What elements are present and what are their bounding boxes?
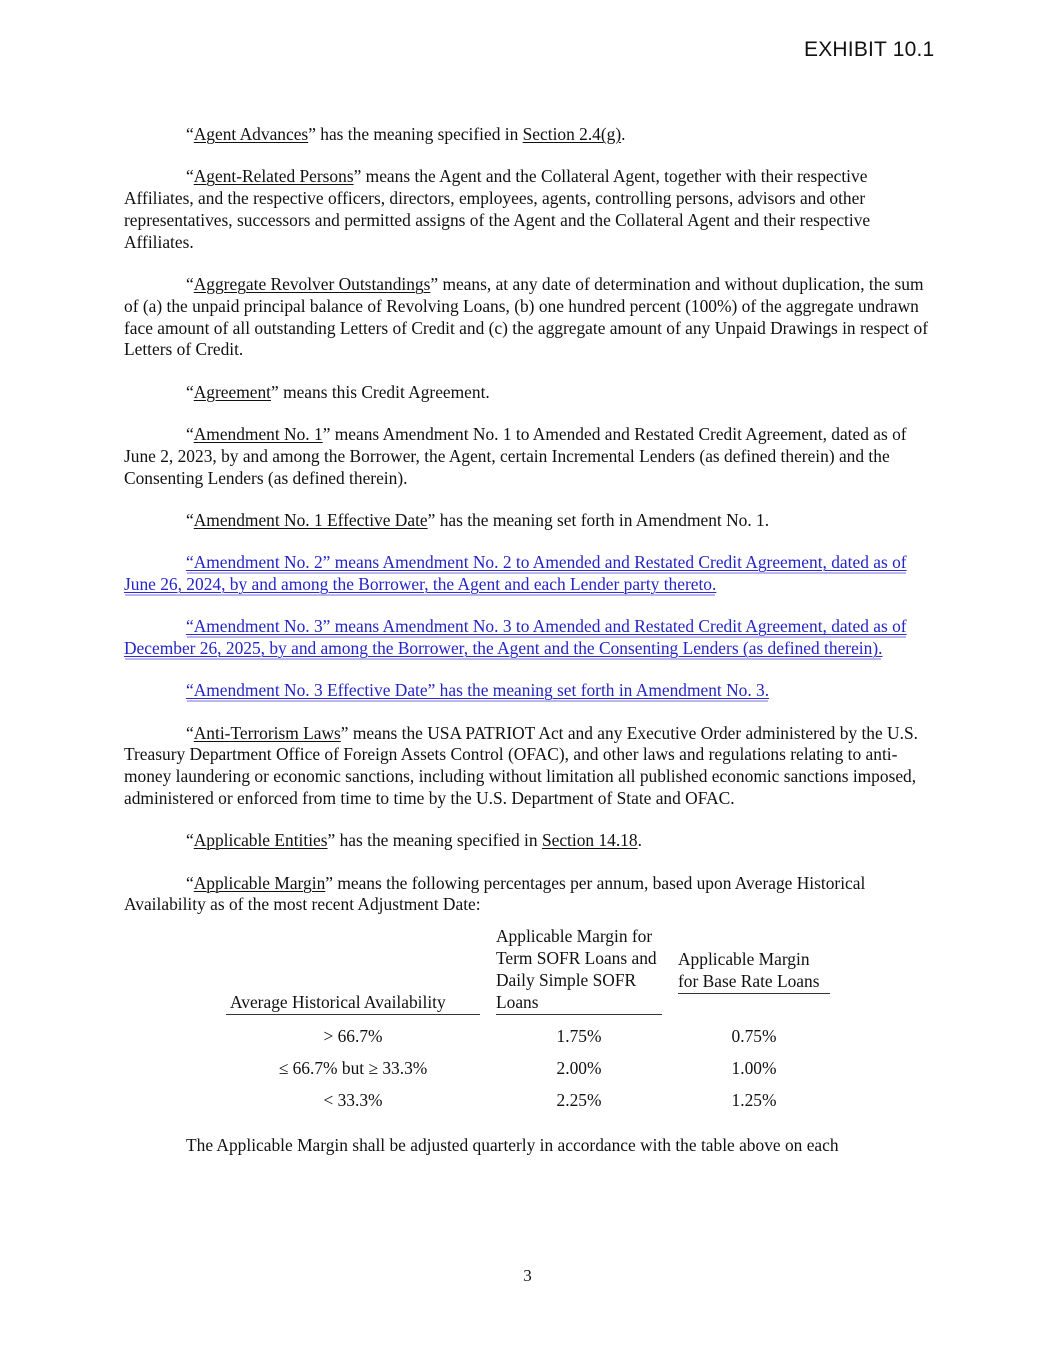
header-text: Applicable Margin for Base Rate Loans [678,949,830,995]
definition-anti-terrorism-laws [124,723,932,810]
defined-term: Agreement [193,381,271,402]
cell-availability: ≤ 66.7% but ≥ 33.3% [278,1057,428,1078]
definition-agent-advances [124,124,932,146]
open-quote: “ [186,872,194,893]
table-row [226,1047,830,1079]
section-reference[interactable]: Section 14.18 [541,830,638,851]
open-quote: “ [186,381,194,402]
definition-text: ” means this Credit Agreement. [271,381,490,402]
definition-agreement [124,382,932,404]
cell-sofr-margin: 1.75% [556,1025,602,1046]
cell-base-rate-margin: 1.00% [731,1057,777,1078]
document-page [124,124,932,1178]
period: . [621,124,626,144]
open-quote: “ [186,830,194,851]
header-text: Applicable Margin for Term SOFR Loans and Daily Simple SOFR Loans [496,926,662,1015]
page-number: 3 [523,1266,532,1285]
definition-aggregate-revolver-outstandings [124,274,932,361]
column-header-availability [226,926,496,1015]
open-quote: “ [186,722,194,743]
inserted-definition-amendment-no-2 [124,552,932,596]
cell-base-rate-margin: 0.75% [731,1025,777,1046]
defined-term: Aggregate Revolver Outstandings [193,273,431,294]
open-quote: “ [186,166,194,187]
definition-text: ” means the following percentages per annum, based upon Average Historical Availability as of the most recent Adjustment Date: [124,872,866,915]
inserted-text: “Amendment No. 3” means Amendment No. 3 to Amended and Restated Credit Agreement, dated as of December 26, 2025, by and among the Borrower, the Agent and the Consenting Lenders (as defined therein). [124,616,907,659]
defined-term: Applicable Margin [193,872,326,893]
period: . [637,830,642,851]
open-quote: “ [186,509,194,530]
exhibit-label: EXHIBIT 10.1 [804,38,935,61]
definition-amendment-no-1 [124,424,932,489]
inserted-text: “Amendment No. 3 Effective Date” has the meaning set forth in Amendment No. 3. [186,680,770,701]
open-quote: “ [186,423,194,444]
definition-text: ” has the meaning set forth in Amendment No. 1. [427,509,770,530]
applicable-margin-table [226,926,830,1111]
definition-text: ” means Amendment No. 1 to Amended and Restated Credit Agreement, dated as of June 2, 2023, by and among the Borrower, the Agent, certain Incremental Lenders (as defined therein) and the Consenting Lenders (as defined therein). [124,423,907,488]
column-header-sofr-margin [496,926,678,1015]
table-header-row [226,926,830,1015]
cell-sofr-margin: 2.25% [556,1089,602,1110]
defined-term: Amendment No. 1 Effective Date [193,509,428,530]
header-text: Average Historical Availability [226,992,480,1016]
definition-applicable-margin [124,873,932,917]
definition-agent-related-persons [124,166,932,253]
definition-text: ” means the USA PATRIOT Act and any Executive Order administered by the U.S. Treasury Department Office of Foreign Assets Control (OFAC), and other laws and regulations relating to anti-money laundering or economic sanctions, including without limitation all published economic sanctions imposed, administered or enforced from time to time by the U.S. Department of State and OFAC. [124,722,918,809]
defined-term: Anti-Terrorism Laws [193,722,341,743]
cell-availability: < 33.3% [323,1089,383,1110]
defined-term: Amendment No. 1 [193,423,323,444]
definition-text: ” has the meaning specified in [327,830,542,851]
cell-base-rate-margin: 1.25% [731,1089,777,1110]
defined-term: Applicable Entities [193,830,328,851]
closing-paragraph: The Applicable Margin shall be adjusted quarterly in accordance with the table above on each [186,1135,839,1156]
definition-text: ” has the meaning specified in [308,124,523,144]
column-header-base-rate-margin [678,926,830,1015]
inserted-definition-amendment-no-3 [124,616,932,660]
definition-text: ” means the Agent and the Collateral Agent, together with their respective Affiliates, and the respective officers, directors, employees, agents, controlling persons, advisors and other representatives, successors and permitted assigns of the Agent and the Collateral Agent and their respective Affiliates. [124,166,871,252]
table-row [226,1015,830,1047]
inserted-definition-amendment-no-3-effective-date [124,680,932,702]
cell-availability: > 66.7% [323,1025,383,1046]
open-quote: “ [186,273,194,294]
definition-amendment-no-1-effective-date [124,510,932,532]
table-row [226,1079,830,1111]
cell-sofr-margin: 2.00% [556,1057,602,1078]
defined-term: Agent Advances [193,124,309,144]
definition-text: ” means, at any date of determination and without duplication, the sum of (a) the unpaid principal balance of Revolving Loans, (b) one hundred percent (100%) of the aggregate undrawn face amount of all outstanding Letters of Credit and (c) the aggregate amount of any Unpaid Drawings in respect of Letters of Credit. [124,273,929,360]
definition-applicable-entities [124,830,932,852]
open-quote: “ [186,124,194,144]
defined-term: Agent-Related Persons [193,166,354,187]
section-reference[interactable]: Section 2.4(g) [522,124,622,144]
inserted-text: “Amendment No. 2” means Amendment No. 2 to Amended and Restated Credit Agreement, dated as of June 26, 2024, by and among the Borrower, the Agent and each Lender party thereto. [124,552,907,594]
